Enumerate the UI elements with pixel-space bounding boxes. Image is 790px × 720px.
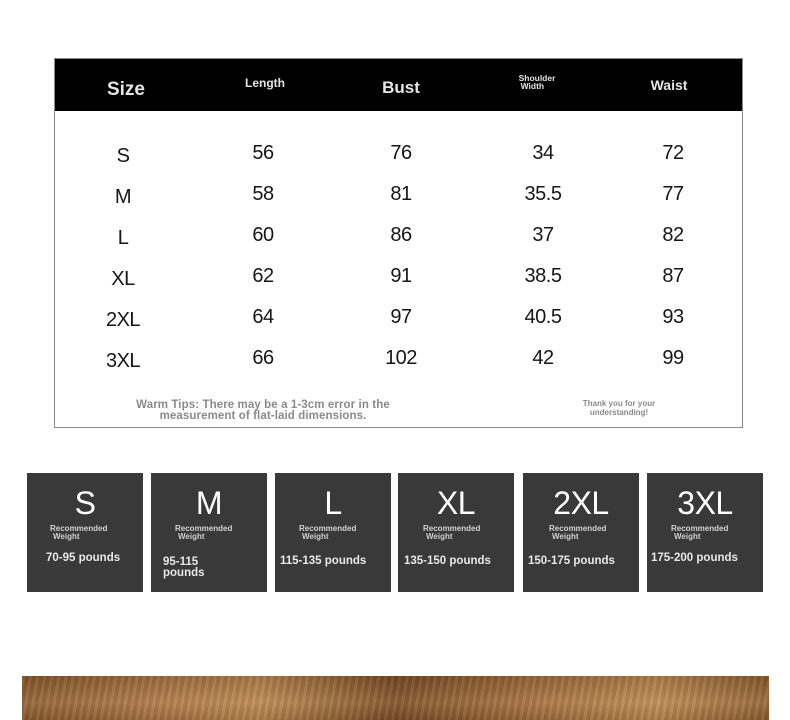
table-row xyxy=(55,217,742,258)
recommended-label-line2: Weight xyxy=(302,532,329,541)
card-size-label: L xyxy=(324,485,342,521)
table-row xyxy=(55,176,742,217)
card-weight-range: 70-95 pounds xyxy=(46,552,121,564)
sweater-knit-texture xyxy=(22,676,769,720)
weight-card xyxy=(398,473,514,592)
card-weight-range: 115-135 pounds xyxy=(280,555,367,567)
header-shoulder-width xyxy=(519,74,556,90)
table-row xyxy=(55,299,742,340)
recommended-label-line1: Recommended xyxy=(423,524,481,533)
header-shoulder-line1: Shoulder xyxy=(518,73,556,83)
cell-length: 66 xyxy=(252,347,274,369)
cell-length: 58 xyxy=(252,183,274,205)
card-size-label: M xyxy=(195,485,223,521)
cell-waist: 87 xyxy=(662,265,684,287)
recommended-weight-label xyxy=(175,525,245,541)
cell-shoulder: 42 xyxy=(532,347,554,369)
weight-card xyxy=(647,473,763,592)
cell-bust: 97 xyxy=(390,306,412,328)
cell-waist: 82 xyxy=(662,224,684,246)
table-row xyxy=(55,340,742,381)
cell-size: 3XL xyxy=(105,350,141,372)
sweater-photo xyxy=(22,676,769,720)
cell-length: 56 xyxy=(252,142,274,164)
card-size-label: XL xyxy=(436,485,476,521)
recommended-weight-label xyxy=(549,525,619,541)
cell-size: 2XL xyxy=(105,309,141,331)
cell-length: 62 xyxy=(252,265,274,287)
card-size-label: S xyxy=(74,485,96,521)
header-length: Length xyxy=(245,76,285,90)
recommended-label-line1: Recommended xyxy=(50,524,108,533)
header-bust: Bust xyxy=(382,78,420,97)
cell-waist: 72 xyxy=(662,142,684,164)
table-row xyxy=(55,135,742,176)
cell-shoulder: 37 xyxy=(532,224,554,246)
cell-size: L xyxy=(117,227,129,249)
recommended-label-line1: Recommended xyxy=(175,524,233,533)
header-shoulder-line2: Width xyxy=(520,81,545,91)
recommended-label-line2: Weight xyxy=(178,532,205,541)
weight-card xyxy=(523,473,639,592)
card-weight-range: 95-115 pounds xyxy=(163,556,205,579)
recommended-label-line2: Weight xyxy=(674,532,701,541)
cell-bust: 81 xyxy=(390,183,412,205)
cell-waist: 77 xyxy=(662,183,684,205)
recommended-label-line1: Recommended xyxy=(671,524,729,533)
card-weight-range: 135-150 pounds xyxy=(404,555,491,567)
card-size-label: 2XL xyxy=(553,485,609,521)
recommended-label-line2: Weight xyxy=(53,532,80,541)
recommended-weight-label xyxy=(299,525,369,541)
cell-size: M xyxy=(114,186,132,208)
cell-bust: 102 xyxy=(385,347,417,369)
thanks-note: Thank you for your understanding! xyxy=(582,399,656,417)
cell-length: 64 xyxy=(252,306,274,328)
cell-length: 60 xyxy=(252,224,274,246)
cell-size: S xyxy=(116,145,130,167)
cell-bust: 91 xyxy=(390,265,412,287)
warm-tips-note: Warm Tips: There may be a 1-3cm error in the measurement of flat-laid dimensions. xyxy=(136,399,390,422)
weight-card xyxy=(27,473,143,592)
header-size: Size xyxy=(106,79,146,100)
size-chart-table xyxy=(54,58,743,428)
weight-card xyxy=(275,473,391,592)
recommended-weight-label xyxy=(423,525,493,541)
card-weight-range: 175-200 pounds xyxy=(651,552,738,564)
recommended-weight-label xyxy=(671,525,741,541)
card-size-label: 3XL xyxy=(677,485,733,521)
cell-shoulder: 40.5 xyxy=(524,306,562,328)
cell-size: XL xyxy=(111,268,135,290)
cell-shoulder: 38.5 xyxy=(524,265,562,287)
recommended-label-line1: Recommended xyxy=(549,524,607,533)
cell-waist: 93 xyxy=(662,306,684,328)
cell-shoulder: 34 xyxy=(532,142,554,164)
recommended-label-line2: Weight xyxy=(426,532,453,541)
recommended-label-line1: Recommended xyxy=(299,524,357,533)
cell-waist: 99 xyxy=(662,347,684,369)
cell-bust: 86 xyxy=(390,224,412,246)
card-weight-range: 150-175 pounds xyxy=(528,555,615,567)
cell-shoulder: 35.5 xyxy=(524,183,562,205)
table-row xyxy=(55,258,742,299)
header-waist: Waist xyxy=(650,77,688,93)
recommended-weight-label xyxy=(50,525,120,541)
recommended-label-line2: Weight xyxy=(552,532,579,541)
cell-bust: 76 xyxy=(390,142,412,164)
table-header-row xyxy=(55,59,742,111)
weight-card xyxy=(151,473,267,592)
